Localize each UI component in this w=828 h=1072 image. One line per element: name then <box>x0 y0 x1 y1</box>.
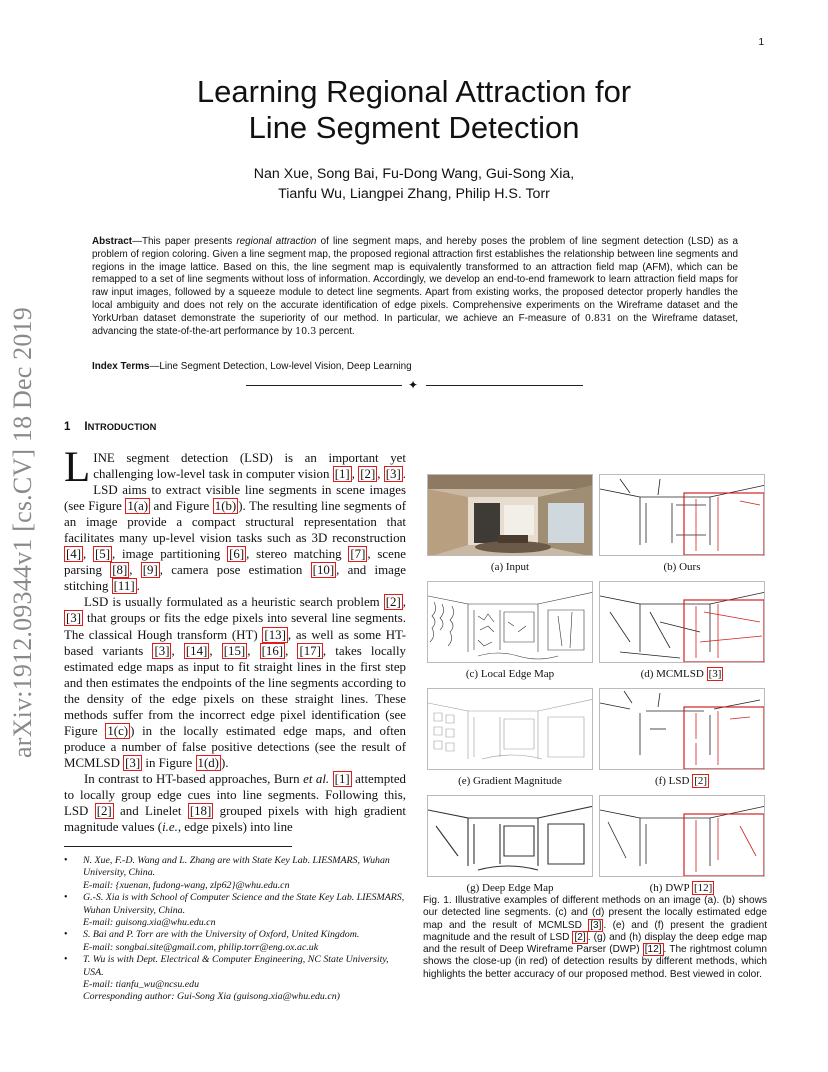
figure-link[interactable]: 1(c) <box>107 723 129 738</box>
section-heading-introduction <box>64 421 156 433</box>
figure-link[interactable]: 1(b) <box>214 499 237 514</box>
citation-link[interactable]: [1] <box>334 771 350 786</box>
citation-link[interactable]: [7] <box>350 547 366 562</box>
text-run-italic: i.e. <box>162 820 178 835</box>
panel-e-gradient <box>427 688 593 787</box>
citation-link[interactable]: [6] <box>229 547 245 562</box>
citation-link[interactable]: [8] <box>112 563 128 578</box>
result-dwp <box>599 795 765 877</box>
footnote-line: • S. Bai and P. Torr are with the University of Oxford, United Kingdom. <box>83 929 360 941</box>
text-run: , stereo matching <box>246 547 349 562</box>
index-terms-text: —Line Segment Detection, Low-level Vision, Deep Learning <box>149 361 412 372</box>
footnote-item <box>64 892 408 929</box>
footnote-email: E-mail: songbai.site@gmail.com, philip.torr@eng.ox.ac.uk <box>83 941 319 953</box>
citation-link[interactable]: [5] <box>95 547 111 562</box>
caption-c: (c) Local Edge Map <box>465 668 555 680</box>
caption-b: (b) Ours <box>663 561 701 573</box>
citation-link[interactable]: [11] <box>113 579 135 594</box>
figure-link[interactable]: 1(d) <box>197 755 219 770</box>
gradient-magnitude <box>427 688 593 770</box>
result-ours <box>599 474 765 556</box>
title-line-1: Learning Regional Attraction for <box>196 74 632 109</box>
footnote-email: E-mail: {xuenan, fudong-wang, zlp62}@whu.edu.cn <box>83 879 290 891</box>
footnote-item <box>64 929 408 954</box>
text-run: in Figure <box>142 755 196 770</box>
caption-e: (e) Gradient Magnitude <box>458 775 562 787</box>
citation-link[interactable]: [3] <box>590 919 602 931</box>
title-line-2: Line Segment Detection <box>248 110 580 145</box>
text-run: , as well as some HT-based variants <box>64 627 406 658</box>
text-run: , scene parsing <box>64 547 406 578</box>
intro-paragraph-2: LSD is usually formulated as a heuristic search problem [2] , [3] that groups or fits the edge pixels into several line segments. The classical Hough transform (HT) [13] , as well as some HT-based variants [3] , [14] , [15] , [16] , [17] , takes locally estimated edge maps as input to fit straight lines in the first step and then estimates the endpoints of the line segments according to the density of the edge pixels on these straight lines. These methods suffer from the incorrect edge pixel identification (see Figure 1(c) ) in the locally estimated edge maps, and often produce a number of false positive detections (see the result of MCMLSD [3] in Figure 1(d) ). <box>64 595 406 770</box>
page-number: 1 <box>758 37 764 48</box>
result-lsd <box>599 688 765 770</box>
citation-link[interactable]: [3] <box>708 668 722 680</box>
panel-b-ours <box>599 474 765 573</box>
citation-link[interactable]: [1] <box>334 467 350 482</box>
caption-f <box>599 775 765 787</box>
caption-d-text: (d) MCMLSD <box>640 668 707 680</box>
text-run: that groups or fits the edge pixels into several line segments. The classical Hough transform (HT) <box>64 611 406 642</box>
text-run: ). <box>220 755 229 770</box>
figure-1 <box>423 470 765 894</box>
citation-link[interactable]: [2] <box>385 595 401 610</box>
panel-c-edge-map <box>427 581 593 680</box>
text-run: , and image stitching <box>64 563 407 594</box>
text-run: , camera pose estimation <box>159 563 311 578</box>
abstract-label: Abstract <box>92 236 133 247</box>
citation-link[interactable]: [15] <box>223 643 246 658</box>
text-run: In contrast to HT-based approaches, Burn <box>84 771 304 786</box>
citation-link[interactable]: [10] <box>312 563 335 578</box>
divider-right-rule <box>426 385 583 386</box>
panel-d-mcmlsd <box>599 581 765 680</box>
citation-link[interactable]: [18] <box>189 804 212 819</box>
text-run: and Figure <box>150 499 213 514</box>
citation-link[interactable]: [3] <box>125 755 141 770</box>
paper-title <box>0 74 828 146</box>
abstract-emphasis: regional attraction <box>236 236 317 247</box>
abstract-gain: 10.3 <box>295 325 317 337</box>
caption-g: (g) Deep Edge Map <box>466 882 554 894</box>
panel-g-deep-edge <box>427 795 593 894</box>
section-title-rest: NTRODUCTION <box>87 422 157 432</box>
citation-link[interactable]: [2] <box>360 467 376 482</box>
caption-text: Fig. 1. Illustrative examples of different methods on an image (a). (b) shows our detected line segments. (c) and (d) present the locally estimated edge map and the result of MCMLSD <box>423 895 767 931</box>
text-run: ). The resulting line segments of an image provide a compact structural representation that facilitates many up-level vision tasks such as 3D reconstruction <box>64 499 407 546</box>
text-run: ) in the locally estimated edge maps, and often produce a number of false positive detections (see the result of MCMLSD <box>64 723 406 770</box>
text-run: and Linelet <box>113 804 188 819</box>
figure-1-caption <box>423 895 767 981</box>
index-terms-label: Index Terms <box>92 361 150 372</box>
abstract <box>92 236 738 338</box>
intro-paragraph-1: LINE segment detection (LSD) is an important yet challenging low-level task in computer vision [1] , [2] , [3] . LSD aims to extract visible line segments in scene images (see Figure 1(a) and Figure 1(b) ). The resulting line segments of an image provide a compact structural representation that facilitates many up-level vision tasks such as 3D reconstruction [4] , [5] , image partitioning [6] , stereo matching [7] , scene parsing [8] , [9] , camera pose estimation [10] , and image stitching [11] . <box>64 444 407 594</box>
abstract-dash: —This paper presents <box>132 236 237 247</box>
authors-line-2: Tianfu Wu, Liangpei Zhang, Philip H.S. Torr <box>278 186 550 202</box>
introduction-body <box>64 444 407 835</box>
footnote-email: E-mail: guisong.xia@whu.edu.cn <box>83 917 216 929</box>
abstract-text: of line segment maps, and hereby poses the problem of line segment detection (LSD) as a problem of region coloring. Given a line segment map, the proposed regional attraction first establishes the relationship between line segments and regions in the image lattice. Based on this, the line segment map is equivalently transformed to an attraction field map (AFM), which can be remapped to a set of line segments without loss of information. Accordingly, we develop an end-to-end framework to learn attraction field maps for raw input images, followed by a squeeze module to detect line segments. Apart from existing works, the proposed detector properly handles the local ambiguity and does not rely on the accurate identification of edge pixels. Comprehensive experiments on the Wireframe dataset and the YorkUrban dataset demonstrate the superiority of our method. In particular, we achieve an F-measure of <box>92 236 738 324</box>
abstract-text-mid: on the Wireframe dataset, advancing the state-of-the-art performance by <box>92 312 738 337</box>
text-run: , image partitioning <box>112 547 228 562</box>
text-run: LSD is usually formulated as a heuristic search problem <box>84 595 384 610</box>
dropcap: L <box>64 444 91 491</box>
caption-d <box>599 668 765 680</box>
text-run: attempted to locally group edge cues into line segments. Following this, LSD <box>64 771 406 819</box>
divider-left-rule <box>246 385 402 386</box>
citation-link[interactable]: [3] <box>385 467 401 482</box>
divider-diamond-icon: ✦ <box>408 378 419 392</box>
citation-link[interactable]: [9] <box>142 563 158 578</box>
citation-link[interactable]: [4] <box>66 547 82 562</box>
citation-link[interactable]: [13] <box>264 627 286 642</box>
intro-paragraph-3 <box>64 771 406 835</box>
dropcap-smallcaps: INE <box>93 451 115 465</box>
panel-h-dwp <box>599 795 765 894</box>
citation-link[interactable]: [2] <box>574 931 586 943</box>
citation-link[interactable]: [12] <box>644 944 662 956</box>
text-run: segment detection (LSD) is an important yet challenging low-level task in computer vision <box>93 451 406 482</box>
footnote-item <box>64 954 408 1004</box>
footnote-item <box>64 855 408 892</box>
caption-h <box>599 882 765 894</box>
arxiv-identifier: arXiv:1912.09344v1 [cs.CV] 18 Dec 2019 <box>8 307 37 758</box>
caption-text: . (g) and (h) display the deep edge map and the result of Deep Wireframe Parser (DWP) <box>423 931 768 956</box>
citation-link[interactable]: [3] <box>154 643 170 658</box>
figure-link[interactable]: 1(a) <box>127 499 149 514</box>
text-run-italic: et al. <box>303 771 330 786</box>
text-run: . <box>136 579 140 594</box>
caption-text: . The rightmost column shows the close-up (in red) of detection results by different methods, which highlights the better accuracy of our proposed method. Best viewed in color. <box>423 944 767 980</box>
footnote-line: • N. Xue, F.-D. Wang and L. Zhang are with State Key Lab. LIESMARS, Wuhan University, China. <box>83 855 390 879</box>
section-title-initial: I <box>84 421 88 433</box>
footnote-corresponding: Corresponding author: Gui-Song Xia (guisong.xia@whu.edu.cn) <box>83 991 340 1003</box>
affiliation-footnotes <box>64 855 408 1004</box>
citation-link[interactable]: [17] <box>299 643 321 658</box>
citation-link[interactable]: [16] <box>261 643 284 658</box>
deep-edge-map <box>427 795 593 877</box>
text-run: grouped pixels with high gradient magnitude values ( <box>64 804 407 835</box>
text-run: , edge pixels) into line <box>177 820 293 835</box>
local-edge-map <box>427 581 593 663</box>
abstract-text-end: percent. <box>316 325 355 337</box>
footnote-email: E-mail: tianfu_wu@ncsu.edu <box>83 979 200 991</box>
caption-a: (a) Input <box>490 561 530 573</box>
caption-text: . (e) and (f) present the gradient magnitude and the result of LSD <box>423 919 767 943</box>
footnote-line: • G.-S. Xia is with School of Computer Science and the State Key Lab. LIESMARS, Wuhan University, China. <box>83 892 405 916</box>
input-photo <box>427 474 593 556</box>
citation-link[interactable]: [3] <box>66 611 82 626</box>
footnote-line: • T. Wu is with Dept. Electrical & Computer Engineering, NC State University, USA. <box>83 954 389 978</box>
citation-link[interactable]: [14] <box>185 643 208 658</box>
panel-f-lsd <box>599 688 765 787</box>
caption-h-text: (h) DWP <box>649 882 693 894</box>
index-terms <box>92 361 738 374</box>
citation-link[interactable]: [2] <box>96 804 112 819</box>
caption-f-text: (f) LSD <box>654 775 693 787</box>
panel-a-input <box>427 474 593 573</box>
citation-link[interactable]: [12] <box>694 882 713 894</box>
result-mcmlsd <box>599 581 765 663</box>
abstract-fmeasure: 0.831 <box>584 312 613 324</box>
citation-link[interactable]: [2] <box>694 775 708 787</box>
section-number: 1 <box>64 421 71 433</box>
author-list <box>0 164 828 204</box>
authors-line-1: Nan Xue, Song Bai, Fu-Dong Wang, Gui-Song Xia, <box>253 166 575 182</box>
footnote-rule <box>64 846 292 847</box>
text-run: . LSD aims to extract visible line segments in scene images (see Figure <box>64 467 407 514</box>
text-run: , takes locally estimated edge maps as input to fit straight lines in the first step and then estimates the endpoints of the line segments according to the density of the edge pixels on these straight lines. These methods suffer from the incorrect edge pixel identification (see Figure <box>64 643 406 738</box>
